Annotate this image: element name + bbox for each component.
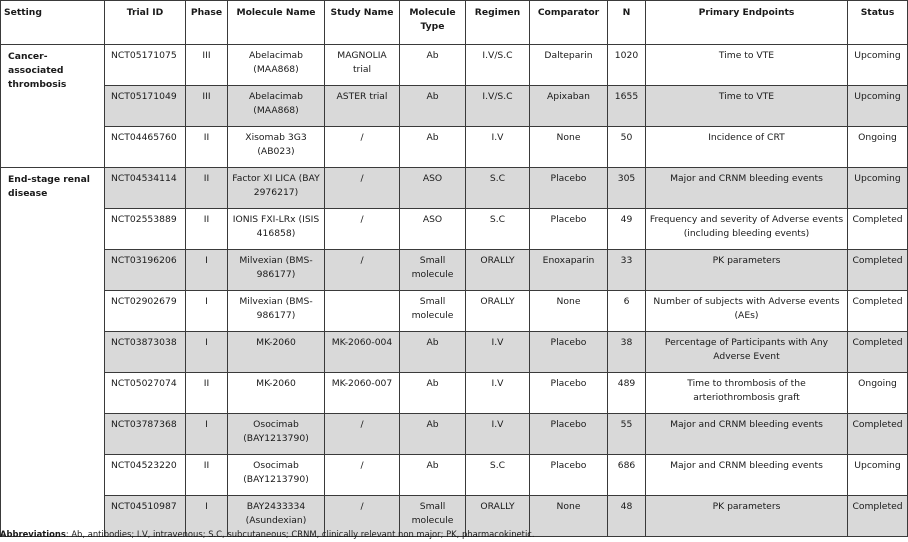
cell-study-name: ASTER trial [325,86,400,127]
cell-molecule-name: Abelacimab (MAA868) [228,45,325,86]
table-row [1,373,908,414]
cell-regimen: I.V/S.C [466,45,530,86]
cell-molecule-name: Osocimab (BAY1213790) [228,455,325,496]
cell-trial-id: NCT04534114 [105,168,186,209]
table-row [1,45,908,86]
cell-study-name: MK-2060-007 [325,373,400,414]
cell-molecule-name: Milvexian (BMS-986177) [228,291,325,332]
footnote-label: Abbreviations [0,529,66,539]
cell-primary-endpoint: Time to VTE [646,45,848,86]
cell-molecule-type: Ab [400,414,466,455]
cell-primary-endpoint: Time to VTE [646,86,848,127]
table-row [1,455,908,496]
cell-study-name: / [325,414,400,455]
cell-status: Upcoming [848,455,908,496]
cell-phase: II [186,209,228,250]
cell-trial-id: NCT03873038 [105,332,186,373]
cell-molecule-name: MK-2060 [228,373,325,414]
header-setting: Setting [1,1,105,45]
cell-trial-id: NCT02553889 [105,209,186,250]
cell-comparator: Placebo [530,373,608,414]
cell-comparator: None [530,291,608,332]
cell-study-name: MAGNOLIA trial [325,45,400,86]
cell-regimen: I.V [466,373,530,414]
cell-status: Completed [848,414,908,455]
cell-study-name [325,291,400,332]
header-n: N [608,1,646,45]
table-body [1,45,908,537]
cell-study-name: MK-2060-004 [325,332,400,373]
cell-molecule-type: Ab [400,45,466,86]
table-row [1,332,908,373]
cell-n: 6 [608,291,646,332]
abbreviations-footnote [0,529,535,539]
cell-comparator: None [530,496,608,537]
cell-primary-endpoint: PK parameters [646,250,848,291]
cell-phase: II [186,127,228,168]
cell-status: Upcoming [848,45,908,86]
cell-comparator: Placebo [530,414,608,455]
cell-status: Completed [848,332,908,373]
cell-primary-endpoint: Major and CRNM bleeding events [646,455,848,496]
cell-primary-endpoint: Incidence of CRT [646,127,848,168]
footnote-text: : Ab, antibodies; I.V, intravenous; S.C, subcutaneous; CRNM, clinically relevant non major; PK, pharmacokinetic. [65,529,535,539]
cell-regimen: ORALLY [466,496,530,537]
cell-setting: Cancer-associated thrombosis [1,45,105,168]
header-study-name: Study Name [325,1,400,45]
cell-setting: End-stage renal disease [1,168,105,537]
cell-n: 38 [608,332,646,373]
cell-study-name: / [325,168,400,209]
header-molecule-name: Molecule Name [228,1,325,45]
cell-n: 686 [608,455,646,496]
cell-study-name: / [325,496,400,537]
cell-n: 50 [608,127,646,168]
header-regimen: Regimen [466,1,530,45]
cell-molecule-type: Ab [400,127,466,168]
cell-molecule-type: Small molecule [400,291,466,332]
cell-regimen: ORALLY [466,250,530,291]
cell-molecule-name: Abelacimab (MAA868) [228,86,325,127]
header-phase: Phase [186,1,228,45]
cell-molecule-name: Factor XI LICA (BAY 2976217) [228,168,325,209]
cell-phase: I [186,250,228,291]
cell-molecule-name: Xisomab 3G3 (AB023) [228,127,325,168]
table-row [1,209,908,250]
cell-molecule-name: IONIS FXI-LRx (ISIS 416858) [228,209,325,250]
cell-comparator: Enoxaparin [530,250,608,291]
cell-phase: I [186,291,228,332]
cell-study-name: / [325,127,400,168]
table-row [1,168,908,209]
cell-trial-id: NCT04510987 [105,496,186,537]
cell-trial-id: NCT05027074 [105,373,186,414]
cell-status: Completed [848,496,908,537]
cell-comparator: Placebo [530,209,608,250]
cell-primary-endpoint: Number of subjects with Adverse events (AEs) [646,291,848,332]
cell-regimen: I.V [466,414,530,455]
cell-primary-endpoint: Major and CRNM bleeding events [646,414,848,455]
cell-regimen: S.C [466,168,530,209]
header-comparator: Comparator [530,1,608,45]
cell-status: Upcoming [848,168,908,209]
cell-trial-id: NCT04465760 [105,127,186,168]
cell-molecule-type: Ab [400,455,466,496]
cell-phase: II [186,373,228,414]
cell-comparator: Apixaban [530,86,608,127]
header-molecule-type: Molecule Type [400,1,466,45]
cell-regimen: S.C [466,455,530,496]
header-trial-id: Trial ID [105,1,186,45]
cell-molecule-name: MK-2060 [228,332,325,373]
cell-status: Ongoing [848,127,908,168]
cell-molecule-type: Small molecule [400,496,466,537]
header-primary-endpoints: Primary Endpoints [646,1,848,45]
cell-n: 489 [608,373,646,414]
cell-n: 1020 [608,45,646,86]
cell-n: 55 [608,414,646,455]
cell-trial-id: NCT03787368 [105,414,186,455]
cell-comparator: Dalteparin [530,45,608,86]
cell-n: 49 [608,209,646,250]
table-row [1,291,908,332]
cell-trial-id: NCT02902679 [105,291,186,332]
cell-regimen: S.C [466,209,530,250]
cell-molecule-name: Milvexian (BMS-986177) [228,250,325,291]
cell-study-name: / [325,209,400,250]
cell-comparator: Placebo [530,455,608,496]
table-row [1,127,908,168]
cell-molecule-name: BAY2433334 (Asundexian) [228,496,325,537]
cell-regimen: I.V [466,332,530,373]
cell-molecule-type: Ab [400,332,466,373]
cell-primary-endpoint: Frequency and severity of Adverse events (including bleeding events) [646,209,848,250]
cell-primary-endpoint: PK parameters [646,496,848,537]
cell-status: Completed [848,291,908,332]
cell-regimen: I.V [466,127,530,168]
cell-primary-endpoint: Percentage of Participants with Any Adverse Event [646,332,848,373]
table-row [1,86,908,127]
cell-molecule-type: ASO [400,209,466,250]
cell-regimen: ORALLY [466,291,530,332]
cell-phase: II [186,168,228,209]
cell-molecule-name: Osocimab (BAY1213790) [228,414,325,455]
cell-comparator: None [530,127,608,168]
cell-molecule-type: Small molecule [400,250,466,291]
cell-n: 305 [608,168,646,209]
cell-n: 33 [608,250,646,291]
cell-phase: III [186,45,228,86]
cell-primary-endpoint: Time to thrombosis of the arteriothrombosis graft [646,373,848,414]
cell-status: Completed [848,250,908,291]
cell-trial-id: NCT05171049 [105,86,186,127]
cell-phase: I [186,414,228,455]
cell-molecule-type: Ab [400,373,466,414]
cell-status: Upcoming [848,86,908,127]
cell-trial-id: NCT04523220 [105,455,186,496]
cell-status: Ongoing [848,373,908,414]
cell-trial-id: NCT03196206 [105,250,186,291]
cell-molecule-type: Ab [400,86,466,127]
table-header-row [1,1,908,45]
cell-comparator: Placebo [530,332,608,373]
cell-phase: I [186,496,228,537]
table-row [1,250,908,291]
cell-phase: II [186,455,228,496]
header-status: Status [848,1,908,45]
cell-molecule-type: ASO [400,168,466,209]
cell-regimen: I.V/S.C [466,86,530,127]
cell-study-name: / [325,250,400,291]
cell-comparator: Placebo [530,168,608,209]
cell-n: 48 [608,496,646,537]
cell-phase: III [186,86,228,127]
cell-phase: I [186,332,228,373]
cell-status: Completed [848,209,908,250]
cell-trial-id: NCT05171075 [105,45,186,86]
cell-study-name: / [325,455,400,496]
cell-n: 1655 [608,86,646,127]
table-row [1,414,908,455]
cell-primary-endpoint: Major and CRNM bleeding events [646,168,848,209]
